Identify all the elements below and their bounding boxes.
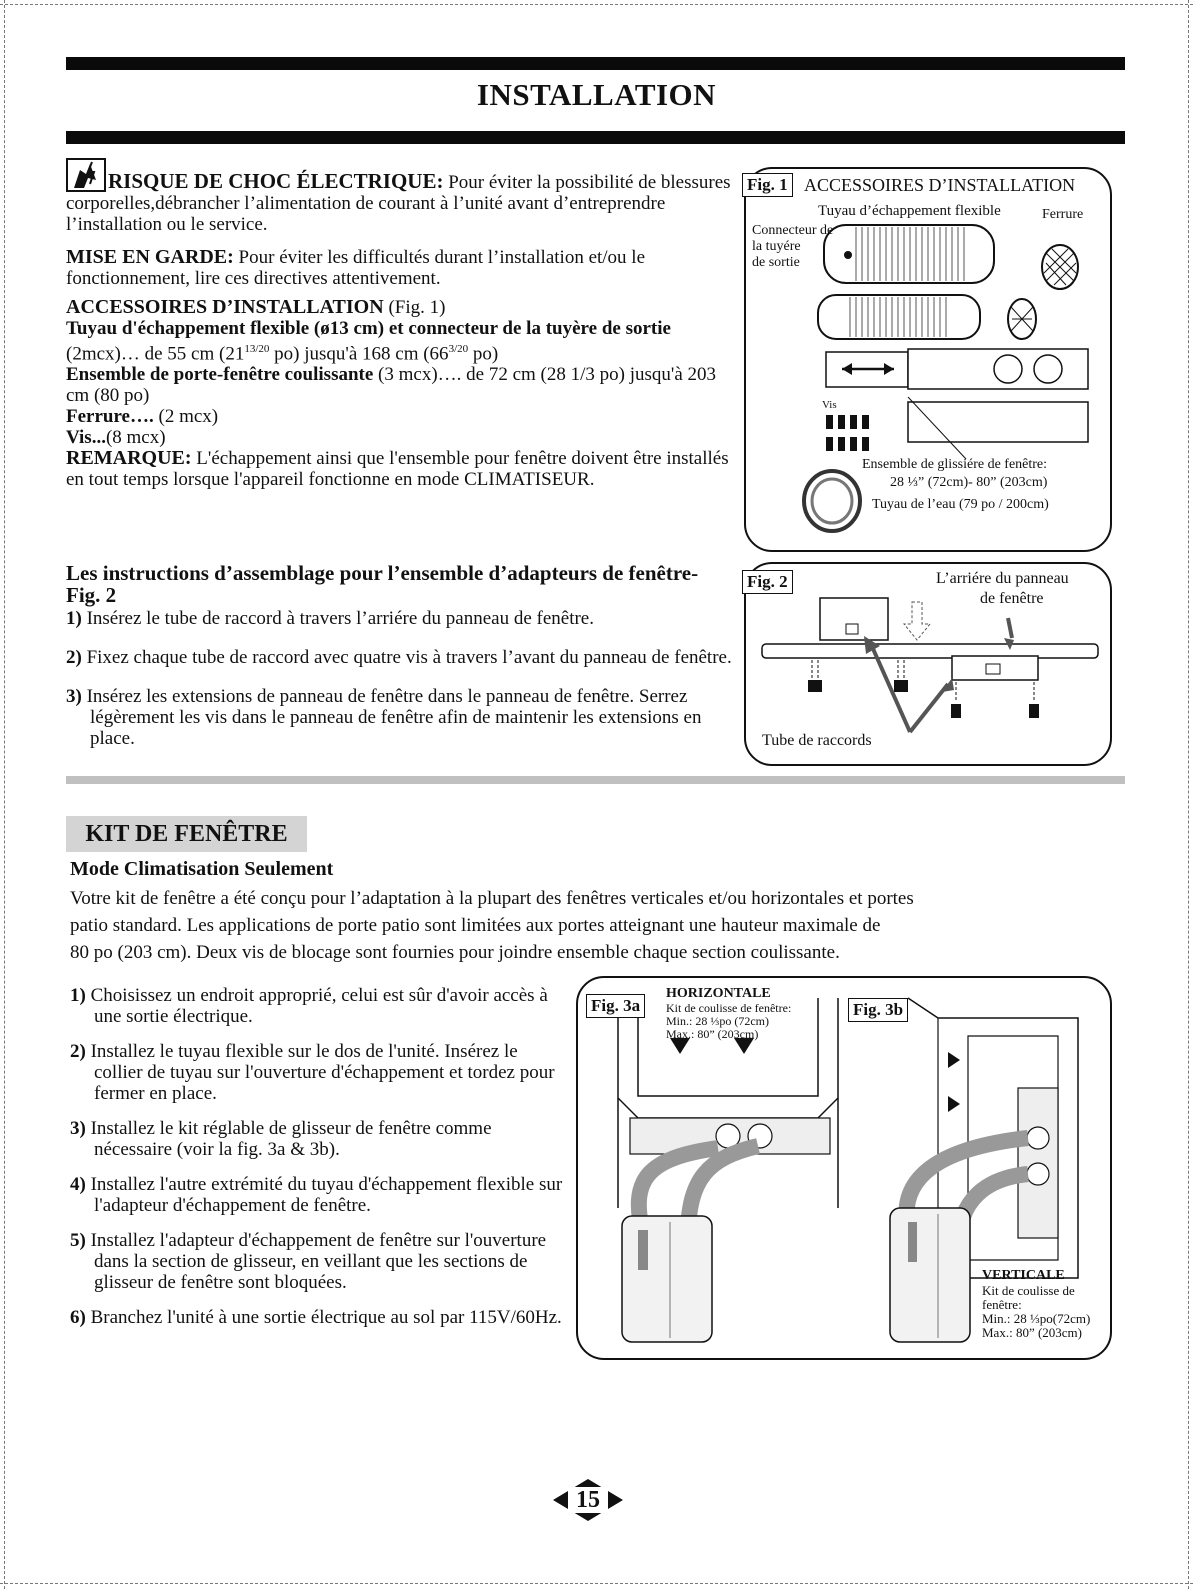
fig3-illustration	[578, 978, 1110, 1358]
fig2-panel	[744, 562, 1112, 766]
fig3a-kit-label: Kit de coulisse de fenêtre:	[666, 1001, 792, 1015]
hardware-text: (2 mcx)	[153, 406, 219, 428]
fig2-label: Fig. 2	[742, 570, 793, 594]
kit-mode-title: Mode Climatisation Seulement	[70, 858, 334, 880]
fig1-screws-label: Vis	[822, 399, 837, 411]
hose-text: (2mcx)… de 55 cm (21	[66, 343, 245, 365]
assembly-section	[66, 562, 736, 763]
fig1-hose-label: Tuyau d’échappement flexible	[818, 203, 1001, 219]
kit-step-5: 5) Installez l'adapteur d'échappement de fenêtre sur l'ouverture dans la section de glisseur, en veillant que les sections de glisseur de fenêtre sont bloquées.	[70, 1230, 547, 1293]
header-bar-bottom	[66, 131, 1125, 144]
accessories-heading-ref: (Fig. 1)	[383, 297, 446, 318]
kit-intro-line-2: patio standard. Les applications de porte patio sont limitées aux portes atteignant une hauteur maximale de	[70, 915, 881, 936]
fig1-hardware-label: Ferrure	[1042, 207, 1084, 222]
fig1-slider-label-2: 28 ⅓” (72cm)- 80” (203cm)	[890, 475, 1048, 490]
electric-shock-warning-icon	[66, 158, 106, 192]
page-border-left	[4, 0, 5, 1589]
caution-text: Pour éviter les difficultés durant l’installation et/ou le fonctionnement, lire ces directives attentivement.	[66, 247, 646, 289]
fig1-connector-label-3: de sortie	[752, 255, 800, 270]
hose-text-3: po)	[468, 343, 499, 365]
hazard-text: Pour éviter la possibilité de blessures corporelles,débrancher l’alimentation de courant à l’unité avant d’entreprendre l’installation ou le service.	[66, 172, 731, 235]
fig3-panel	[576, 976, 1112, 1360]
hose-fraction-1: 13/20	[244, 343, 270, 355]
kit-steps	[70, 985, 570, 1342]
door-kit-text: (3 mcx)…. de 72 cm (28 1/3 po) jusqu'à 203 cm (80 po)	[66, 364, 717, 407]
screws-title: Vis...	[66, 427, 106, 449]
kit-intro	[70, 885, 1130, 966]
door-kit-title: Ensemble de porte-fenêtre coulissante	[66, 364, 374, 386]
fig1-title: ACCESSOIRES D’INSTALLATION	[804, 175, 1076, 195]
remark-text: L'échappement ainsi que l'ensemble pour fenêtre doivent être installés en tout temps lorsque l'appareil fonctionne en mode CLIMATISEUR.	[66, 448, 729, 491]
kit-intro-line-1: Votre kit de fenêtre a été conçu pour l’adaptation à la plupart des fenêtres verticales et/ou horizontales et portes	[70, 888, 914, 909]
hardware-title: Ferrure….	[66, 406, 154, 428]
page-border-top	[0, 4, 1193, 5]
fig1-panel	[744, 167, 1112, 552]
page-number: 15	[576, 1487, 600, 1513]
page-border-bottom	[0, 1583, 1193, 1584]
fig3a-max-label: Max.: 80” (203cm)	[666, 1027, 759, 1041]
screws-text: (8 mcx)	[105, 427, 166, 449]
kit-step-2: 2) Installez le tuyau flexible sur le dos de l'unité. Insérez le collier de tuyau sur l'ouverture d'échappement et tordez pour fermer en place.	[70, 1041, 555, 1104]
fig3a-label: Fig. 3a	[586, 994, 645, 1018]
assembly-step-1: 1) Insérez le tube de raccord à travers l’arriére du panneau de fenêtre.	[66, 608, 594, 629]
assembly-heading: Les instructions d’assemblage pour l’ensemble d’adapteurs de fenêtre- Fig. 2	[66, 561, 699, 607]
kit-heading: KIT DE FENÊTRE	[66, 816, 307, 852]
fig2-tube-label: Tube de raccords	[762, 732, 872, 749]
accessories-heading: ACCESSOIRES D’INSTALLATION	[66, 296, 384, 318]
fig3b-title: VERTICALE	[982, 1268, 1065, 1283]
kit-step-6: 6) Branchez l'unité à une sortie électrique au sol par 115V/60Hz.	[70, 1307, 562, 1328]
fig3b-kit-label-2: fenêtre:	[982, 1297, 1022, 1312]
hazard-title: RISQUE DE CHOC ÉLECTRIQUE:	[108, 169, 444, 193]
fig1-connector-label-1: Connecteur de	[752, 223, 834, 238]
header-bar-top	[66, 57, 1125, 70]
fig1-connector-label-2: la tuyére	[752, 239, 801, 254]
fig2-back-panel-label-2: de fenêtre	[980, 590, 1044, 607]
intro-section	[66, 158, 736, 490]
hose-title: Tuyau d'échappement flexible (ø13 cm) et connecteur de la tuyère de sortie	[66, 318, 671, 339]
fig2-back-panel-label-1: L’arriére du panneau	[936, 570, 1069, 587]
fig1-water-hose-label: Tuyau de l’eau (79 po / 200cm)	[872, 497, 1049, 512]
caution-title: MISE EN GARDE:	[66, 246, 234, 268]
assembly-step-2: 2) Fixez chaque tube de raccord avec quatre vis à travers l’avant du panneau de fenêtre.	[66, 647, 732, 668]
kit-step-4: 4) Installez l'autre extrémité du tuyau d'échappement flexible sur l'adapteur d'échappement de fenêtre.	[70, 1174, 563, 1216]
kit-step-3: 3) Installez le kit réglable de glisseur de fenêtre comme nécessaire (voir la fig. 3a & 3b).	[70, 1118, 492, 1160]
page-title: INSTALLATION	[476, 77, 717, 112]
fig3b-min-label: Min.: 28 ⅓po(72cm)	[982, 1311, 1091, 1326]
hose-text-2: po) jusqu'à 168 cm (66	[269, 343, 449, 365]
fig1-label: Fig. 1	[742, 173, 793, 197]
remark-title: REMARQUE:	[66, 447, 192, 470]
kit-intro-line-3: 80 po (203 cm). Deux vis de blocage sont fournies pour joindre ensemble chaque section coulissante.	[70, 942, 840, 963]
fig3b-kit-label-1: Kit de coulisse de	[982, 1283, 1075, 1298]
fig1-slider-label-1: Ensemble de glissiére de fenêtre:	[862, 457, 1048, 472]
hose-fraction-2: 3/20	[448, 343, 469, 355]
kit-step-1: 1) Choisissez un endroit approprié, celui est sûr d'avoir accès à une sortie électrique.	[70, 985, 548, 1027]
fig3b-max-label: Max.: 80” (203cm)	[982, 1325, 1083, 1340]
page-border-right	[1188, 0, 1189, 1589]
assembly-step-3: 3) Insérez les extensions de panneau de fenêtre dans le panneau de fenêtre. Serrez légèrement les vis dans le panneau de fenêtre afin de maintenir les extensions en place.	[66, 686, 702, 749]
fig3a-title: HORIZONTALE	[666, 986, 771, 1001]
section-divider	[66, 776, 1125, 784]
fig3a-min-label: Min.: 28 ⅓po (72cm)	[666, 1014, 769, 1028]
fig3b-label: Fig. 3b	[848, 998, 908, 1022]
